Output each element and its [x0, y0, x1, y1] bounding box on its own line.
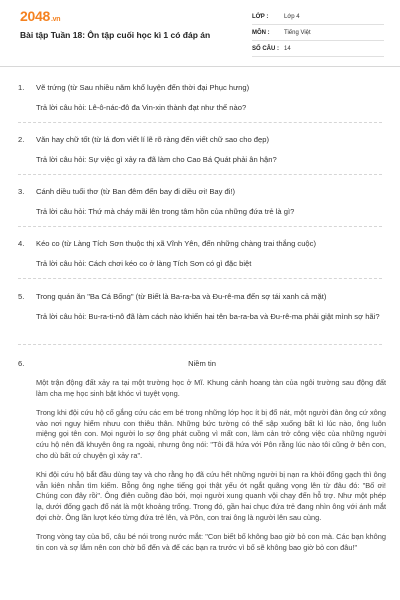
- logo-suffix: .vn: [50, 16, 61, 23]
- question-text: Văn hay chữ tốt (từ lá đơn viết lí lẽ rõ ràng đến viết chữ sao cho đẹp): [36, 135, 269, 144]
- passage-paragraph: Một trận động đất xảy ra tại một trường học ở Mĩ. Khung cảnh hoang tàn của ngôi trường sau động đất làm cha mẹ học sinh bật khóc vì tuyệt vọng.: [36, 378, 386, 398]
- question-number: 3.: [18, 187, 25, 196]
- passage-paragraph: Trong khi đội cứu hộ cố gắng cứu các em bé trong những lớp học ít bị đổ nát, một người đàn ông cứ xông vào nơi nguy hiểm nhưu con thiêu thân. Những bức tường có thể sập xuống bất kì lúc nào, ông luôn miệng gọi tên con. Mọi người lo sợ ông phát cuồng vì mất con, làm cản trở công việc của những người cứu hộ nên đã khuyên ông ra ngoài, nhưng ông nói: "Tôi đã hứa với Pôn rằng lúc nào tôi cũng ở bên con, cho dù bất cứ chuyện gì xảy ra".: [36, 408, 386, 460]
- question-5: [18, 291, 386, 322]
- meta-value: 14: [284, 45, 291, 52]
- question-text: Kéo co (từ Làng Tích Sơn thuộc thị xã Vĩnh Yên, đến những chàng trai thắng cuộc): [36, 239, 316, 248]
- passage-title: Niềm tin: [188, 359, 216, 368]
- meta-value: Tiếng Việt: [284, 29, 311, 36]
- passage-paragraph: Trong vòng tay của bố, câu bé nói trong nước mắt: "Con biết bố không bao giờ bỏ con mà. Các bạn không tin con và sợ lắm nên con chờ bố đến và để các bạn ra trước vì bố sẽ không bao giờ bỏ con đâu!": [36, 532, 386, 552]
- question-1: [18, 82, 386, 113]
- divider: [18, 122, 382, 123]
- meta-row-count: [252, 41, 384, 57]
- meta-row-subject: [252, 25, 384, 41]
- question-number: 2.: [18, 135, 25, 144]
- logo-main: 2048: [20, 8, 50, 24]
- question-prompt: Trả lời câu hỏi: Sự việc gì xảy ra đã làm cho Cao Bá Quát phải ân hận?: [36, 155, 277, 164]
- question-prompt: Trả lời câu hỏi: Bu-ra-ti-nô đã làm cách nào khiến hai tên ba-ra-ba và Đu-rê-ma phải giật mình sợ hãi?: [36, 312, 380, 321]
- divider: [18, 174, 382, 175]
- question-number: 4.: [18, 239, 25, 248]
- divider: [18, 278, 382, 279]
- question-number: 1.: [18, 83, 25, 92]
- question-text: Trong quán ăn "Ba Cá Bống" (từ Biết là Ba-ra-ba và Đu-rê-ma đến sợ tái xanh cả mặt): [36, 292, 327, 301]
- question-text: Vẽ trứng (từ Sau nhiều năm khổ luyện đến thời đại Phục hưng): [36, 83, 250, 92]
- meta-value: Lớp 4: [284, 13, 300, 20]
- question-text: Cánh diều tuổi thơ (từ Ban đêm đến bay đi diều ơi! Bay đi!): [36, 187, 236, 196]
- passage-paragraph: Khi đội cứu hộ bắt đầu dùng tay và cho rằng họ đã cứu hết những người bị nạn ra khỏi đống gạch thì ông vẫn kiên nhẫn tìm kiếm. Bỗng ông nghe tiếng gọi thật yếu ớt ngắt quãng vọng lên từ đâu đó: "Bố ơi! Chúng con đây rồi". Ông điên cuồng đào bới, mọi người xung quanh vội chạy đến hỗ trợ. Như một phép lạ, dưới đống gạch đổ nát là một khoảng trống. Trong đó, gần hai chục đứa trẻ đang nhìn ông với ánh mắt đợi chờ. Ông lần lượt kéo từng đứa trẻ lên, và Pôn, con trai ông là người lên sau cùng.: [36, 470, 386, 522]
- question-prompt: Trả lời câu hỏi: Lê-ô-nác-đô đa Vin-xin thành đạt như thế nào?: [36, 103, 247, 112]
- question-4: [18, 238, 386, 269]
- question-number: 6.: [18, 359, 25, 368]
- site-logo[interactable]: [20, 8, 60, 24]
- question-6: [18, 358, 386, 553]
- meta-table: [252, 9, 384, 57]
- divider: [18, 226, 382, 227]
- page-header: [0, 0, 400, 67]
- meta-label: SỐ CÂU :: [252, 45, 279, 52]
- divider: [18, 344, 382, 345]
- meta-row-class: [252, 9, 384, 25]
- question-number: 5.: [18, 292, 25, 301]
- question-3: [18, 186, 386, 217]
- meta-label: MÔN :: [252, 29, 270, 36]
- question-2: [18, 134, 386, 165]
- question-prompt: Trả lời câu hỏi: Thứ mà cháy mãi lên trong tâm hồn của những đứa trẻ là gì?: [36, 207, 295, 216]
- page-title: Bài tập Tuần 18: Ôn tập cuối học kì 1 có đáp án: [20, 30, 211, 40]
- meta-label: LỚP :: [252, 13, 269, 20]
- question-prompt: Trả lời câu hỏi: Cách chơi kéo co ở làng Tích Sơn có gì đặc biệt: [36, 259, 252, 268]
